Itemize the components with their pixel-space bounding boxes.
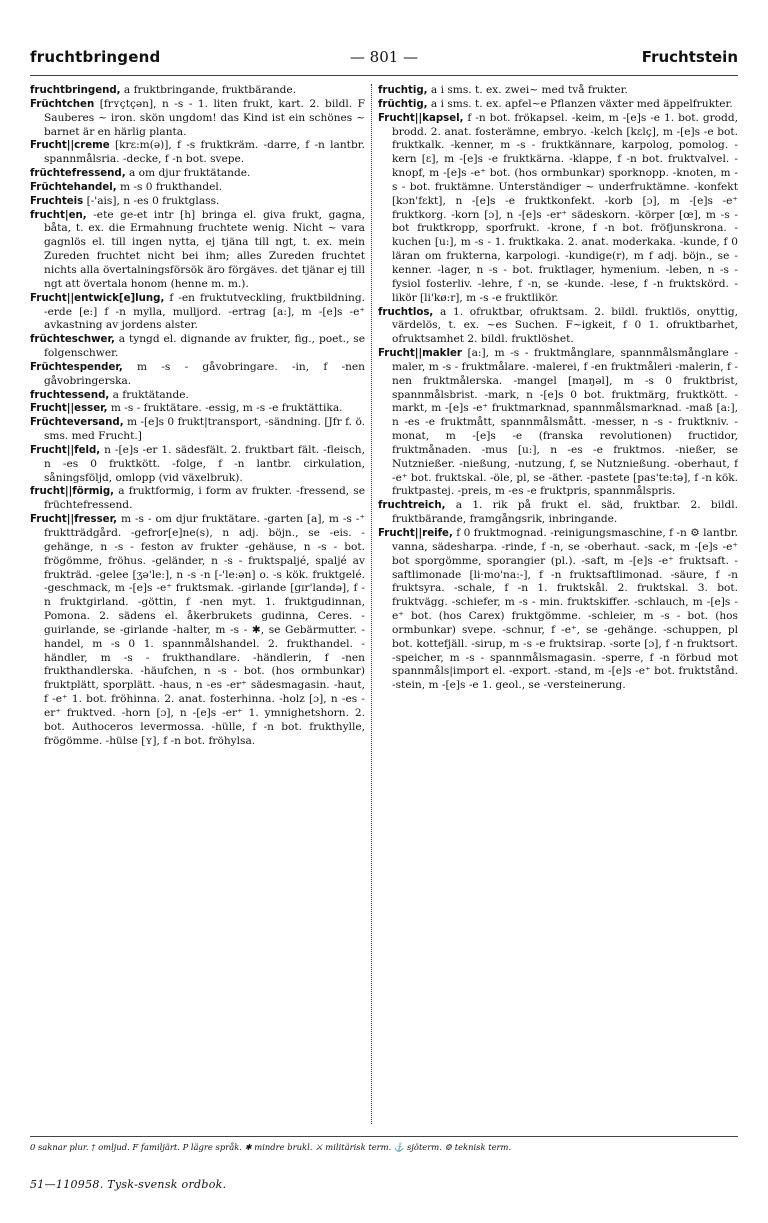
- dictionary-entry: [30, 444, 365, 486]
- entry-definition: a 1. rik på frukt el. säd, fruktbar. 2. bildl. fruktbärande, framgångsrik, inbringande.: [392, 499, 738, 526]
- running-head-left: fruchtbringend: [30, 48, 161, 66]
- dictionary-entry: [378, 112, 738, 306]
- entry-definition: n -[e]s -er 1. sädesfält. 2. fruktbart fält. -fleisch, n -es 0 fruktkött. -folge, f -n lantbr. cirkulation, såningsföljd, omlopp (vid växelbruk).: [44, 443, 365, 484]
- entry-headword: Früchtchen: [30, 98, 95, 110]
- entry-headword: früchtefressend,: [30, 168, 126, 180]
- entry-headword: früchteschwer,: [30, 334, 115, 346]
- entry-definition: a om djur fruktätande.: [125, 167, 251, 180]
- entry-definition: [krɛ:m(ə)], f -s fruktkräm. -darre, f -n lantbr. spannmålsria. -decke, f -n bot. svepe.: [44, 139, 365, 166]
- dictionary-entry: [30, 139, 365, 167]
- entry-definition: [-'ais], n -es 0 fruktglass.: [83, 194, 220, 207]
- entry-definition: m -s - gåvobringare. -in, f -nen gåvobringerska.: [44, 360, 365, 387]
- dictionary-entry: [378, 306, 738, 348]
- entry-definition: -ete ge-et intr [h] bringa el. giva frukt, gagna, båta, t. ex. die Ermahnung fruchtete wenig. Nicht ~ vara gagnlös el. till ingen nytta, ej tjäna till ngt, t. ex. mein Zureden fruchtet nicht bei ihm; alles Zureden fruchtet nichts alla övertalningsförsök äro förgäves. det tjänar ej till ngt att övertala honom (henne m. m.).: [44, 208, 365, 290]
- entry-definition: a fruktbringande, fruktbärande.: [120, 84, 297, 96]
- dictionary-entry: [30, 361, 365, 389]
- entry-definition: a fruktformig, i form av frukter. -fressend, se früchtefressend.: [44, 485, 365, 512]
- entry-headword: frucht||förmig,: [30, 486, 115, 498]
- dictionary-entry: [30, 416, 365, 444]
- dictionary-entry: [30, 513, 365, 748]
- entry-headword: fruchtreich,: [378, 500, 446, 512]
- entry-headword: Frucht||feld,: [30, 444, 101, 456]
- entry-headword: Frucht||reife,: [378, 528, 453, 539]
- entry-headword: Früchtehandel,: [30, 181, 117, 193]
- entry-definition: a fruktätande.: [109, 388, 189, 401]
- dictionary-entry: [30, 84, 365, 98]
- entry-headword: Frucht||makler: [378, 348, 462, 360]
- entry-headword: Früchtespender,: [30, 361, 123, 373]
- dictionary-entry: [30, 181, 365, 195]
- page-header: [30, 48, 738, 72]
- entry-definition: m -[e]s 0 frukt|transport, -sändning. [Jfr f. ö. sms. med Frucht.]: [44, 416, 365, 443]
- entry-definition: a 1. ofruktbar, ofruktsam. 2. bildl. fruktlös, onyttig, värdelös, t. ex. ~es Suchen. F~igkeit, f 0 1. ofruktbarhet, ofruktsamhet 2. bildl. fruktlöshet.: [392, 305, 738, 346]
- entry-headword: Frucht||creme: [30, 140, 110, 152]
- dictionary-entry: [30, 292, 365, 334]
- right-column: [378, 84, 738, 1126]
- printer-imprint: 51—110958. Tysk-svensk ordbok.: [30, 1178, 227, 1191]
- entry-definition: f 0 fruktmognad. -reinigungsmaschine, f -n ⚙ lantbr. vanna, sädesharpa. -rinde, f -n, se -oberhaut. -sack, m -[e]s -e⁺ bot sporgömme, sporangier (pl.). -saft, m -[e]s -e⁺ fruktsaft. -saftlimonade [li·mo'na:-], f -n fruktsaftlimonad. -säure, f -n fruktsyra. -schale, f -n 1. fruktskål. 2. fruktskal. 3. bot. fruktvägg. -schiefer, m -s - min. fruktskiffer. -schlauch, m -[e]s -e⁺ bot. (hos Carex) fruktgömme. -schleier, m -s - bot. (hos ormbunkar) svepe. -schnur, f -e⁺, se -gehänge. -schuppen, pl bot. kottefjäll. -sirup, m -s -e fruktsirap. -sorte [ɔ], f -n fruktsort. -speicher, m -s - spannmålsmagasin. -sperre, f -n förbud mot spannmåls|import el. -export. -stand, m -[e]s -e⁺ bot. fruktstånd. -stein, m -[e]s -e 1. geol., se -versteinerung.: [392, 527, 738, 692]
- entry-headword: Frucht||entwick[e]lung,: [30, 292, 165, 304]
- column-divider: [371, 84, 372, 1124]
- dictionary-entry: [30, 333, 365, 361]
- dictionary-entry: [30, 389, 365, 403]
- dictionary-entry: [30, 195, 365, 209]
- entry-definition: f -n bot. frökapsel. -keim, m -[e]s -e 1. bot. grodd, brodd. 2. anat. fosterämne, embryo. -kelch [kɛlç], m -[e]s -e bot. fruktkalk. -kenner, m -s - fruktkännare, karpolog, pomolog. -kern [ɛ], m -[e]s -e fruktkärna. -klappe, f -n bot. fruktvalvel. -knopf, m -[e]s -e⁺ bot. (hos ormbunkar) sporknopp. -knoten, m -s - bot. fruktämne. Unterständiger ~ underfruktämne. -konfekt [kɔn'fɛkt], n -[e]s -e fruktkonfekt. -korb [ɔ], m -[e]s -e⁺ fruktkorg. -korn [ɔ], n -[e]s -er⁺ sädeskorn. -körper [œ], m -s - bot fruktkropp, sporfrukt. -krone, f -n bot. fröfjunskrona. -kuchen [u:], m -s - 1. fruktkaka. 2. anat. moderkaka. -kunde, f 0 läran om frukterna, karpologi. -kundige(r), m f adj. böjn., se -kenner. -lager, n -s - bot. fruktlager, hymenium. -leben, n -s - fysiol fosterliv. -lehre, f -n, se -kunde. -lese, f -n fruktskörd. -likör [li'kø:r], m -s -e fruktlikör.: [392, 111, 738, 304]
- header-rule: [30, 75, 738, 76]
- dictionary-entry: [378, 527, 738, 693]
- abbreviation-legend: 0 saknar plur. † omljud. F familjärt. P lägre språk. ✱ mindre brukl. ⚔ militärisk term. ⚓ sjöterm. ⚙ teknisk term.: [30, 1142, 512, 1152]
- dictionary-entry: [30, 485, 365, 513]
- entry-headword: frucht|en,: [30, 209, 87, 221]
- entry-headword: fruchtig,: [378, 85, 428, 96]
- entry-headword: Frucht||fresser,: [30, 514, 117, 526]
- dictionary-entry: [378, 84, 738, 98]
- dictionary-entry: [378, 499, 738, 527]
- entry-headword: fruchtlos,: [378, 306, 434, 318]
- entry-definition: m -s - om djur fruktätare. -garten [a], m -s -⁺ fruktträdgård. -gefror[e]ne(s), n adj. böjn., se -eis. -gehänge, n -s - feston av frukter -gehäuse, n -s - bot. frögömme, fröhus. -geländer, n -s - fruktspaljé, spaljé av frukträd. -gelee [ʒə'le:], n -s -n [-'le:ən] o. -s kök. fruktgelé. -geschmack, m -[e]s -e⁺ fruktsmak. -girlande [gɪr'landə], f -n fruktgirland. -göttin, f -nen myt. 1. fruktgudinnan, Pomona. 2. sädens el. åkerbrukets gudinna, Ceres. -guirlande, se -girlande -halter, m -s - ✱, se Gebärmutter. -handel, m -s 0 1. spannmålshandel. 2. frukthandel. -händler, m -s - frukthandlare. -händlerin, f -nen frukthandlerska. -häufchen, n -s - bot. (hos ormbunkar) fruktplätt, sporplätt. -haus, n -es -er⁺ sädesmagasin. -haut, f -e⁺ 1. bot. fröhinna. 2. anat. fosterhinna. -holz [ɔ], n -es -er⁺ fruktved. -horn [ɔ], n -[e]s -er⁺ 1. ymnighetshorn. 2. bot. Authoceros levermossa. -hülle, f -n bot. frukthylle, frögömme. -hülse [ʏ], f -n bot. fröhylsa.: [44, 513, 365, 747]
- dictionary-entry: [378, 98, 738, 112]
- entry-definition: f -en fruktutveckling, fruktbildning. -erde [e:] f -n mylla, mulljord. -ertrag [a:], m -[e]s -e⁺ avkastning av jordens alster.: [44, 291, 365, 332]
- entry-definition: a i sms. t. ex. apfel~e Pflanzen växter med äppelfrukter.: [427, 97, 733, 110]
- entry-headword: fruchtessend,: [30, 389, 110, 401]
- entry-headword: fruchtbringend,: [30, 85, 121, 96]
- dictionary-entry: [30, 402, 365, 416]
- entry-headword: früchtig,: [378, 98, 428, 110]
- dictionary-entry: [30, 167, 365, 181]
- entry-definition: m -s 0 frukthandel.: [116, 180, 223, 193]
- entry-headword: Früchteversand,: [30, 417, 124, 429]
- entry-headword: Frucht||esser,: [30, 403, 108, 415]
- footer-rule: [30, 1136, 738, 1137]
- entry-definition: m -s - fruktätare. -essig, m -s -e fruktättika.: [107, 402, 343, 415]
- running-head-right: Fruchtstein: [641, 48, 738, 66]
- left-column: [30, 84, 365, 1126]
- entry-headword: Frucht||kapsel,: [378, 112, 464, 124]
- entry-definition: [frʏçtçən], n -s - 1. liten frukt, kart. 2. bildl. F Sauberes ~ iron. skön ungdom! das Kind ist ein schönes ~ barnet är en härlig planta.: [44, 97, 365, 138]
- page-number: — 801 —: [349, 48, 419, 66]
- entry-headword: Fruchteis: [30, 195, 84, 207]
- dictionary-entry: [378, 347, 738, 499]
- entry-definition: [a:], m -s - fruktmånglare, spannmålsmånglare -maler, m -s - fruktmålare. -malerei, f -en fruktmåleri -malerin, f -nen fruktmålerska. -mangel [maŋəl], m -s 0 fruktbrist, spannmålsbrist. -mark, n -[e]s 0 bot. fruktmärg, fruktkött. -markt, m -[e]s -e⁺ fruktmarknad, spannmålsmarknad. -maß [a:], n -es -e fruktmått, spannmålsmått. -messer, n -s - fruktkniv. -monat, m -[e]s -e (franska revolutionen) fructidor, fruktmånaden. -mus [u:], n -es -e fruktmos. -nießer, se Nutznießer. -nießung, -nutzung, f, se Nutznießung. -oberhaut, f -e⁺ bot. fruktskal. -öle, pl, se -äther. -pastete [pas'te:tə], f -n kök. fruktpastej. -preis, m -es -e fruktpris, spannmålspris.: [392, 347, 738, 498]
- dictionary-entry: [30, 98, 365, 140]
- entry-definition: a i sms. t. ex. zwei~ med två frukter.: [427, 84, 628, 96]
- dictionary-entry: [30, 209, 365, 292]
- entry-definition: a tyngd el. dignande av frukter, fig., poet., se folgenschwer.: [44, 333, 365, 360]
